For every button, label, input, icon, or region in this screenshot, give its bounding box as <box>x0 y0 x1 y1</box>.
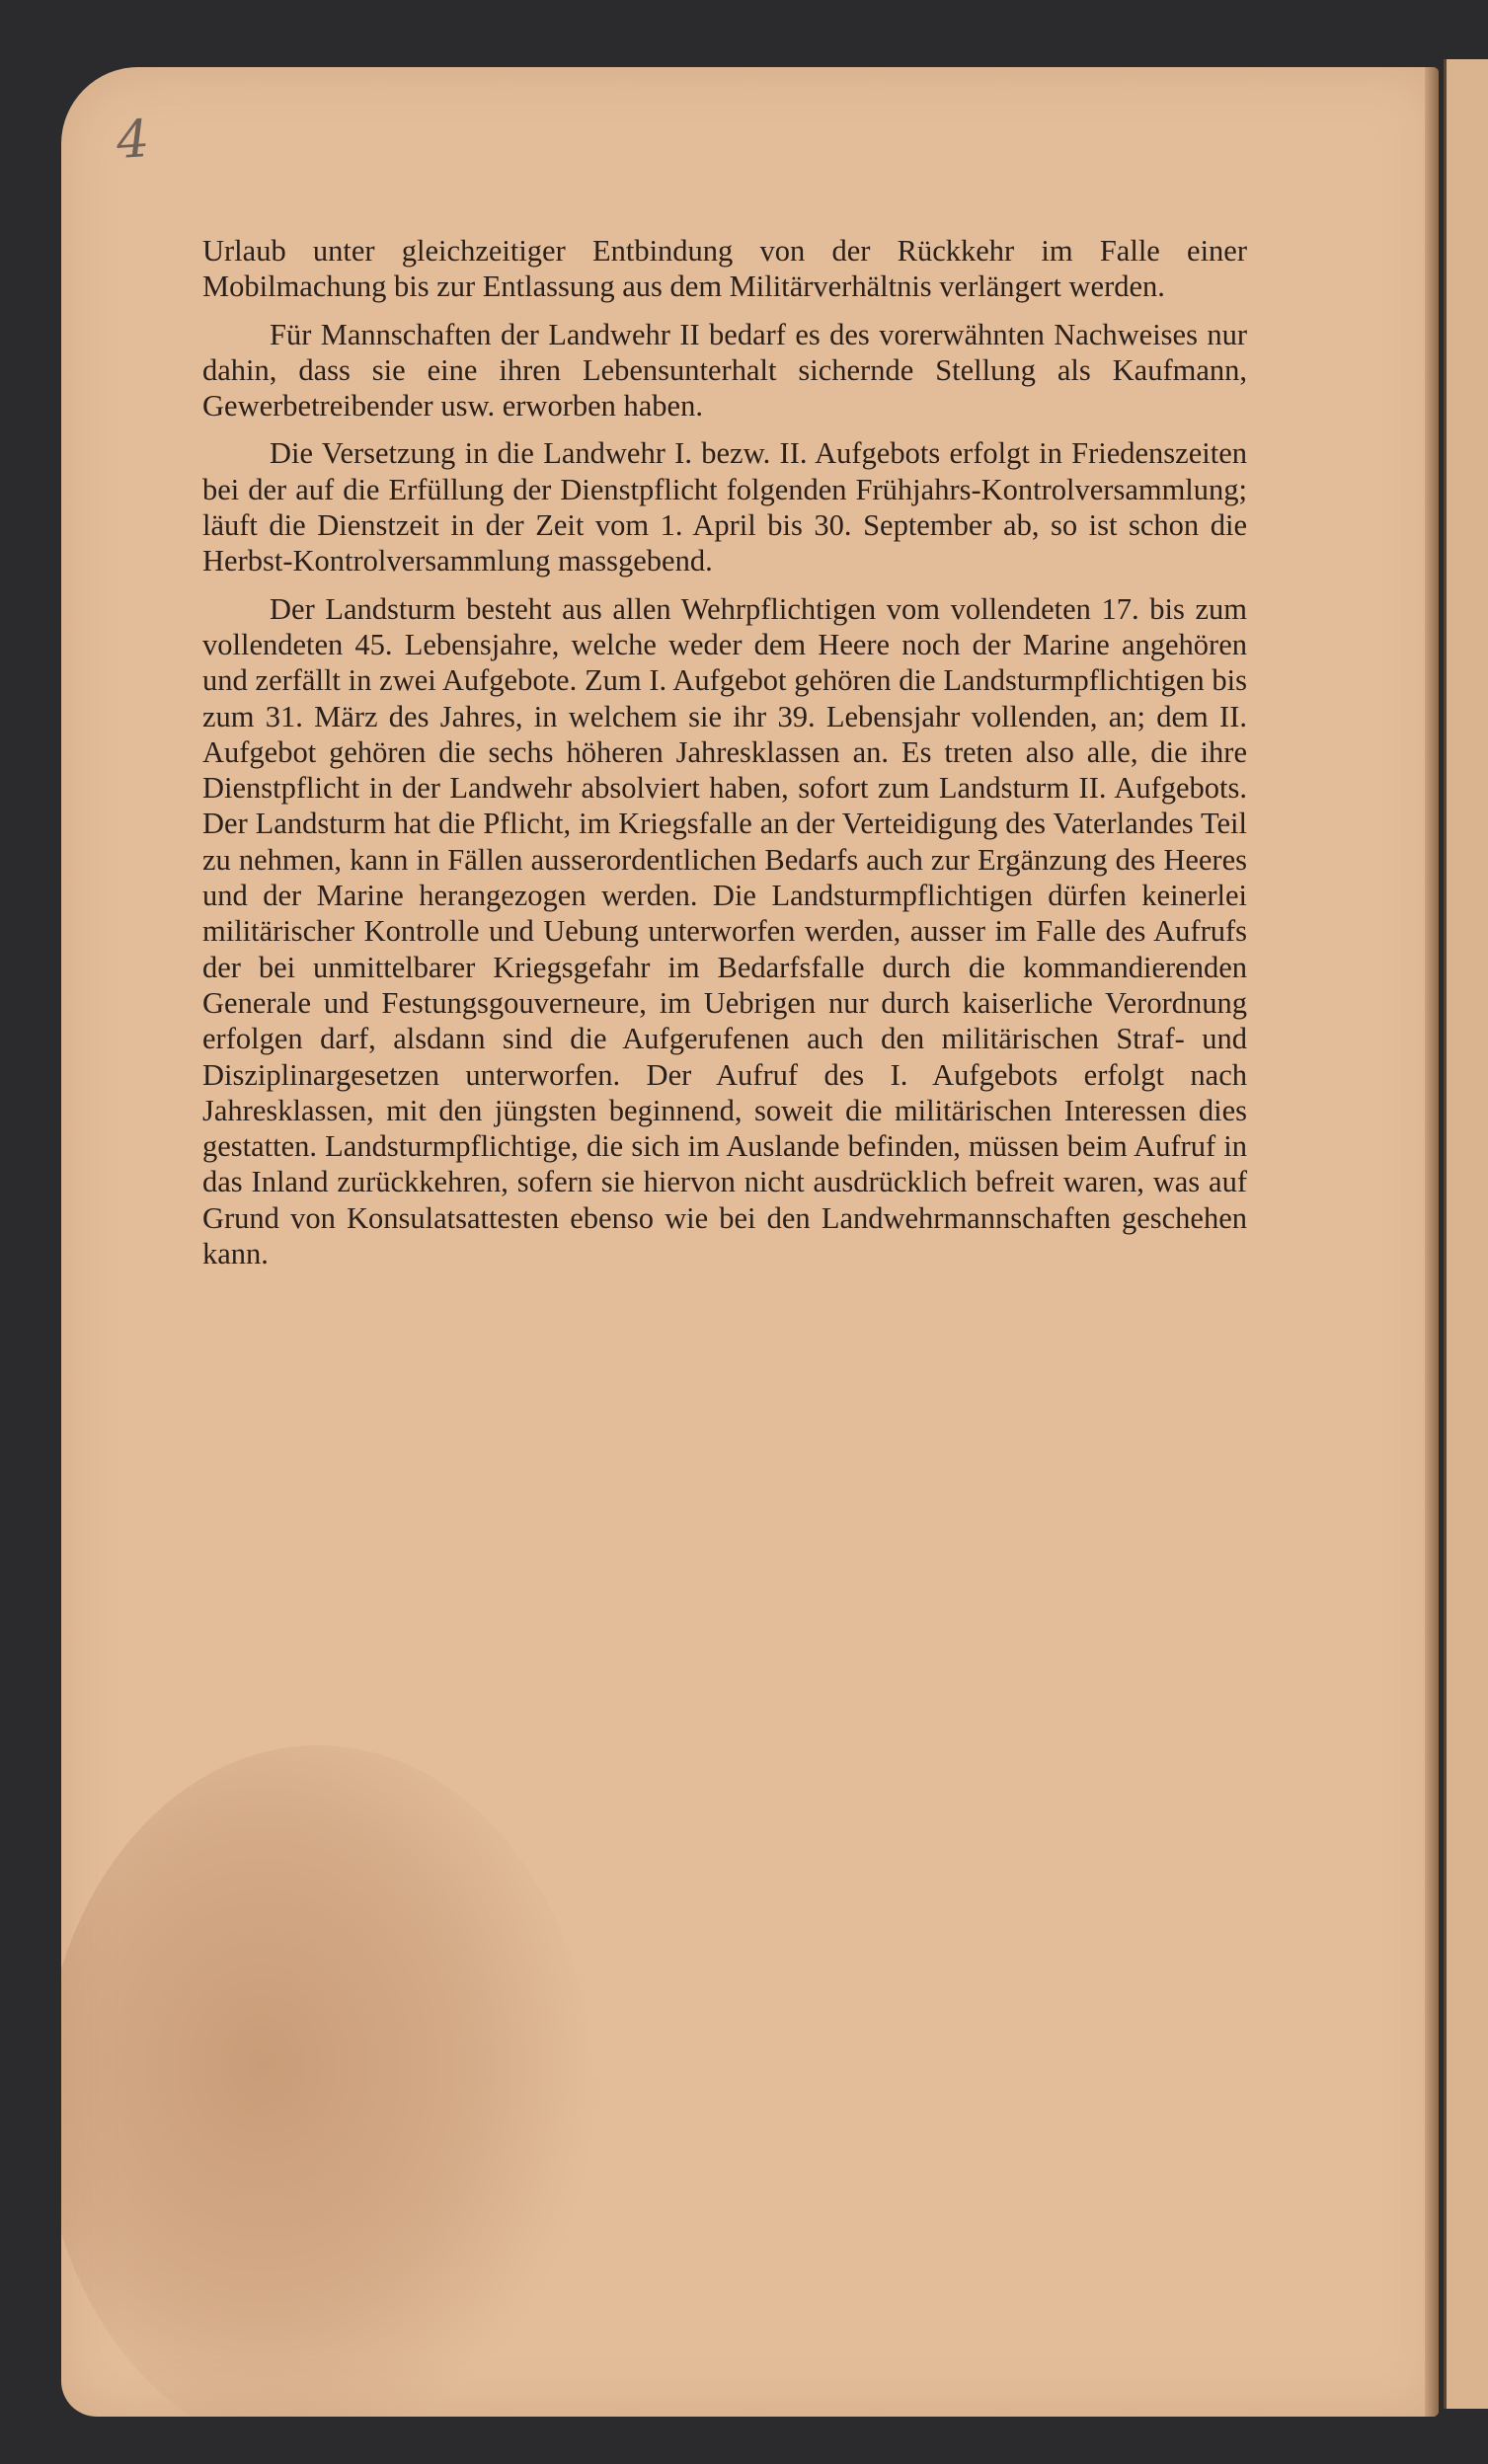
paragraph-landwehr-ii: Für Mannschaften der Landwehr II bedarf es des vorerwähnten Nachweises nur dahin, dass sie eine ihren Lebensunterhalt sichernde Stellung als Kaufmann, Gewerbetreibender usw. erworben haben. <box>202 317 1247 424</box>
water-stain <box>61 1745 594 2417</box>
paragraph-versetzung: Die Versetzung in die Landwehr I. bezw. II. Aufgebots erfolgt in Friedenszeiten bei der auf die Erfüllung der Dienstpflicht folgenden Frühjahrs-Kontrolversammlung; läuft die Dienstzeit in der Zeit vom 1. April bis 30. September ab, so ist schon die Herbst-Kontrolversammlung massgebend. <box>202 436 1247 578</box>
page-number: 4 <box>114 109 152 172</box>
page-gutter-shadow <box>1425 67 1439 2417</box>
body-text <box>202 233 1247 1283</box>
adjacent-page-edge <box>1444 59 1488 2409</box>
paragraph-urlaub: Urlaub unter gleichzeitiger Entbindung von der Rückkehr im Falle einer Mobilmachung bis zur Entlassung aus dem Militärverhältnis verlängert werden. <box>202 234 1247 304</box>
paragraph-landsturm: Der Landsturm besteht aus allen Wehrpflichtigen vom vollendeten 17. bis zum vollendeten 45. Lebensjahre, welche weder dem Heere noch der Marine angehören und zerfällt in zwei Aufgebote. Zum I. Aufgebot gehören die Landsturmpflichtigen bis zum 31. März des Jahres, in welchem sie ihr 39. Lebensjahr vollenden, an; dem II. Aufgebot gehören die sechs höheren Jahresklassen an. Es treten also alle, die ihre Dienstpflicht in der Landwehr absolviert haben, sofort zum Landsturm II. Aufgebots. Der Landsturm hat die Pflicht, im Kriegsfalle an der Verteidigung des Vaterlandes Teil zu nehmen, kann in Fällen ausserordentlichen Bedarfs auch zur Ergänzung des Heeres und der Marine herangezogen werden. Die Landsturmpflichtigen dürfen keinerlei militärischer Kontrolle und Uebung unterworfen werden, ausser im Falle des Aufrufs der bei unmittelbarer Kriegsgefahr im Bedarfsfalle durch die kommandierenden Generale und Festungsgouverneure, im Uebrigen nur durch kaiserliche Verordnung erfolgen darf, alsdann sind die Aufgerufenen auch den militärischen Straf- und Disziplinargesetzen unterworfen. Der Aufruf des I. Aufgebots erfolgt nach Jahresklassen, mit den jüngsten beginnend, soweit die militärischen Interessen dies gestatten. Landsturmpflichtige, die sich im Auslande befinden, müssen beim Aufruf in das Inland zurückkehren, sofern sie hiervon nicht ausdrücklich befreit waren, was auf Grund von Konsulatsattesten ebenso wie bei den Landwehrmannschaften geschehen kann. <box>202 591 1247 1271</box>
